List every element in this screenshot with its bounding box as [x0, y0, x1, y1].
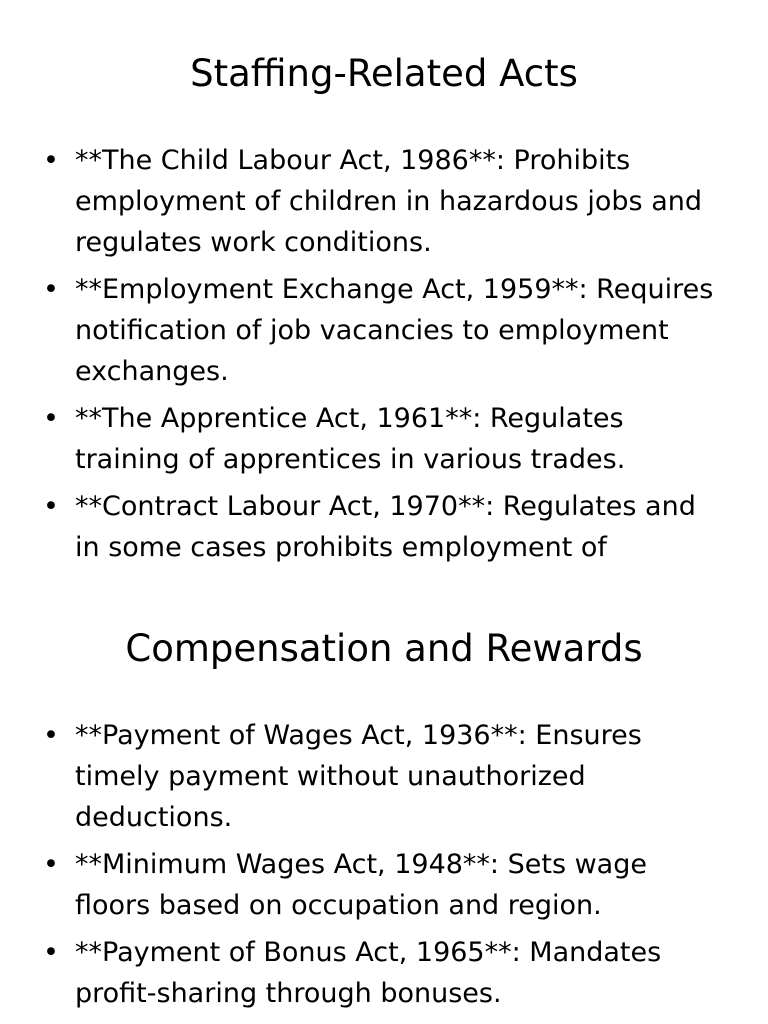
list-item [0, 398, 768, 480]
bullet-icon: • [43, 849, 59, 880]
list-item [0, 486, 768, 568]
bullet-icon: • [43, 491, 59, 522]
bullet-icon: • [43, 937, 59, 968]
bullet-text: **Contract Labour Act, 1970**: Regulates and in some cases prohibits employment of [75, 491, 696, 563]
bullet-text: **Payment of Bonus Act, 1965**: Mandates profit-sharing through bonuses. [75, 937, 662, 1009]
bullet-icon: • [43, 403, 59, 434]
bullet-icon: • [43, 720, 59, 751]
bullet-list [0, 140, 768, 574]
bullet-icon: • [43, 145, 59, 176]
bullet-text: **Employment Exchange Act, 1959**: Requires notification of job vacancies to employment exchanges. [75, 274, 714, 387]
slide-compensation-and-rewards [0, 600, 768, 1024]
bullet-text: **The Child Labour Act, 1986**: Prohibits employment of children in hazardous jobs and regulates work conditions. [75, 145, 702, 258]
bullet-text: **Payment of Wages Act, 1936**: Ensures timely payment without unauthorized deductions. [75, 720, 642, 833]
slide-title: Compensation and Rewards [125, 627, 643, 670]
bullet-icon: • [43, 274, 59, 305]
bullet-list [0, 715, 768, 1020]
list-item [0, 844, 768, 926]
bullet-text: **The Apprentice Act, 1961**: Regulates training of apprentices in various trades. [75, 403, 626, 475]
list-item [0, 140, 768, 263]
bullet-text: **Minimum Wages Act, 1948**: Sets wage floors based on occupation and region. [75, 849, 647, 921]
list-item [0, 269, 768, 392]
list-item [0, 932, 768, 1014]
list-item [0, 715, 768, 838]
slide-title: Staffing-Related Acts [190, 52, 578, 95]
